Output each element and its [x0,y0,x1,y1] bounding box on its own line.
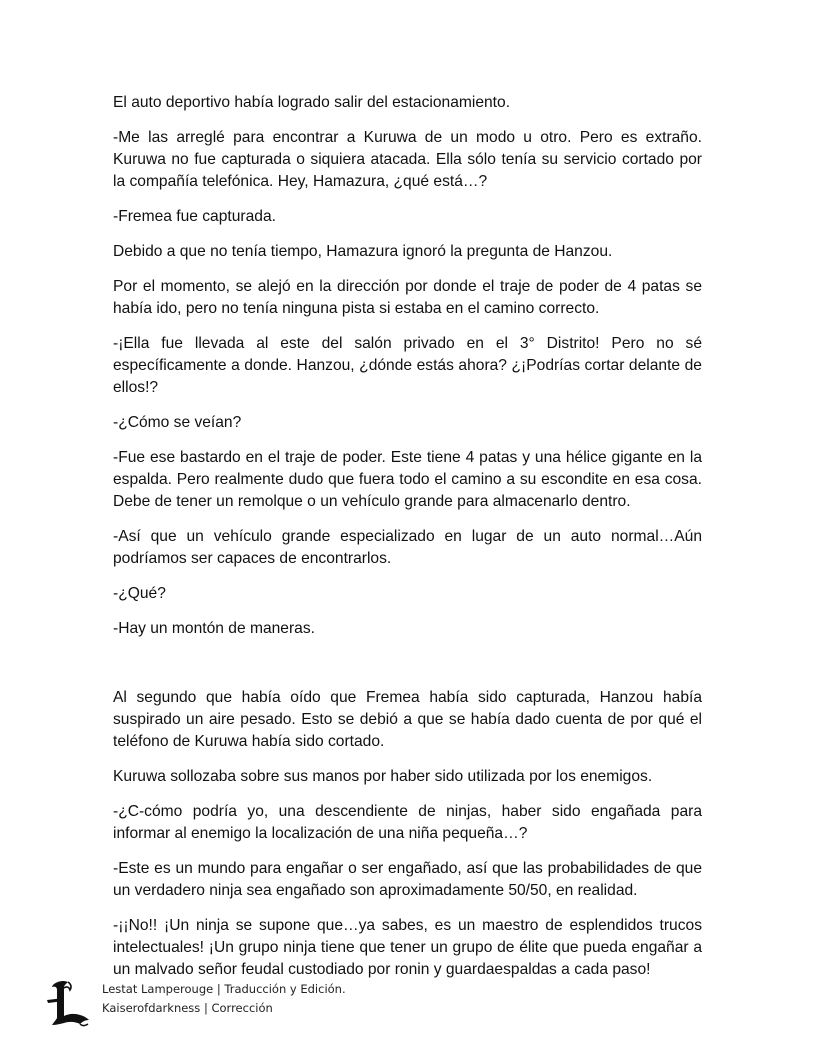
document-body [113,92,702,994]
paragraph: -Hay un montón de maneras. [113,620,315,637]
paragraph: El auto deportivo había logrado salir del estacionamiento. [113,94,511,111]
footer-credits [102,978,346,1018]
paragraph-group-after-break [113,687,702,981]
footer [44,978,346,1030]
paragraph: -¿C-cómo podría yo, una descendiente de ninjas, haber sido engañada para informar al enemigo la localización de una niña pequeña…? [113,803,702,842]
footer-credit-translation: Lestat Lamperouge | Traducción y Edición. [102,982,346,996]
paragraph: -Este es un mundo para engañar o ser engañado, así que las probabilidades de que un verdadero ninja sea engañado son aproximadamente 50/50, en realidad. [113,860,702,899]
paragraph: -Fue ese bastardo en el traje de poder. Este tiene 4 patas y una hélice gigante en la espalda. Pero realmente dudo que fuera todo el camino a su escondite en esa cosa. Debe de tener un remolque o un vehículo grande para almacenarlo dentro. [113,449,702,510]
paragraph: -¿Cómo se veían? [113,414,242,431]
paragraph: -¿Qué? [113,585,166,602]
paragraph: Kuruwa sollozaba sobre sus manos por haber sido utilizada por los enemigos. [113,768,653,785]
paragraph: -¡¡No!! ¡Un ninja se supone que…ya sabes, es un maestro de esplendidos trucos intelectuales! ¡Un grupo ninja tiene que tener un grupo de élite que pueda engañar a un malvado señor feudal custodiado por ronin y guardaespaldas a cada paso! [113,917,702,978]
paragraph: -Así que un vehículo grande especializado en lugar de un auto normal…Aún podríamos ser capaces de encontrarlos. [113,528,702,567]
paragraph: Al segundo que había oído que Fremea había sido capturada, Hanzou había suspirado un aire pesado. Esto se debió a que se había dado cuenta de por qué el teléfono de Kuruwa había sido cortado. [113,689,702,750]
section-break [113,653,702,687]
gothic-letter-l-icon [44,978,92,1028]
paragraph-group-before-break [113,92,702,640]
footer-credit-correction: Kaiserofdarkness | Corrección [102,1001,273,1015]
paragraph: Debido a que no tenía tiempo, Hamazura ignoró la pregunta de Hanzou. [113,243,613,260]
paragraph: Por el momento, se alejó en la dirección por donde el traje de poder de 4 patas se había ido, pero no tenía ninguna pista si estaba en el camino correcto. [113,278,702,317]
paragraph: -Fremea fue capturada. [113,208,276,225]
paragraph: -¡Ella fue llevada al este del salón privado en el 3° Distrito! Pero no sé específicamente a donde. Hanzou, ¿dónde estás ahora? ¿¡Podrías cortar delante de ellos!? [113,335,702,396]
paragraph: -Me las arreglé para encontrar a Kuruwa de un modo u otro. Pero es extraño. Kuruwa no fue capturada o siquiera atacada. Ella sólo tenía su servicio cortado por la compañía telefónica. Hey, Hamazura, ¿qué está…? [113,129,702,190]
